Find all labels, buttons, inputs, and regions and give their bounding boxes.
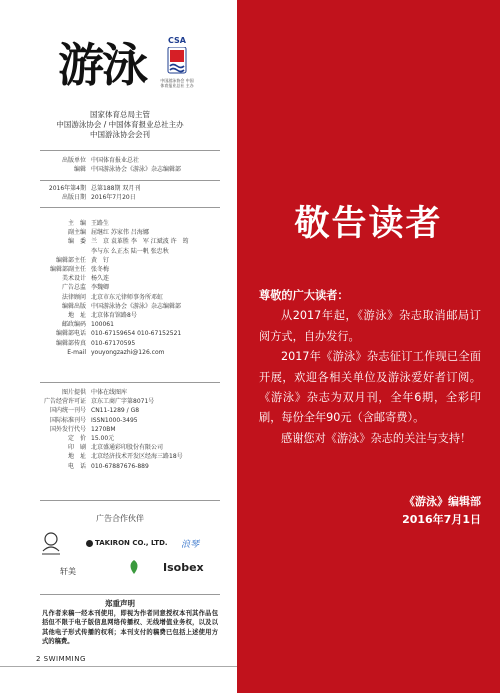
info-row: [40, 156, 181, 165]
sponsor-line: 国家体育总局主管: [90, 110, 150, 119]
info-key: 广告总监: [61, 284, 86, 292]
info-key: 出版单位: [61, 157, 86, 164]
partner-logo-isobex: Isobex: [163, 561, 204, 574]
info-value: 总第188期 双月刊: [91, 185, 141, 192]
info-key: 编辑部主任: [55, 256, 86, 264]
info-key: 美术设计: [61, 275, 86, 283]
partner-logo-xuanmei: 轩美: [60, 567, 76, 576]
notice-signature-block: [259, 493, 481, 529]
info-row: [40, 406, 183, 415]
notice-paragraph: 感谢您对《游泳》杂志的关注与支持！: [281, 431, 472, 445]
info-row: [40, 302, 189, 311]
info-key: 国际标准刊号: [49, 416, 86, 424]
info-key: 编 委: [67, 238, 86, 246]
divider: [40, 180, 220, 181]
info-row: [40, 348, 189, 357]
info-row: [40, 397, 183, 406]
notice-body: [259, 286, 481, 449]
sponsor-block: [40, 110, 200, 140]
info-value: 010-67887676-889: [91, 462, 149, 470]
partners-title: 广告合作伙伴: [96, 514, 144, 523]
info-row: [40, 219, 189, 228]
info-value: 北京体育馆路8号: [91, 312, 137, 320]
info-value: 1270BM: [91, 425, 116, 433]
print-info: [40, 388, 183, 471]
info-row: [40, 443, 183, 452]
info-value: 100061: [91, 321, 114, 329]
info-value: 黄 钉: [91, 256, 110, 264]
info-value: 北京经济技术开发区经海三路18号: [91, 453, 183, 461]
notice-paragraph: 2017年《游泳》杂志征订工作现已全面开展，欢迎各相关单位及游泳爱好者订阅。《游泳》杂志为双月刊，全年6期，全彩印刷，每份全年90元（含邮寄费）。: [259, 350, 481, 425]
divider: [40, 500, 220, 501]
info-row: [40, 388, 183, 397]
sponsor-line: 中国游泳协会会刊: [90, 130, 150, 139]
csa-emblem-icon: [166, 47, 188, 75]
info-value: 中国游泳协会《游泳》杂志编辑部: [91, 166, 182, 174]
info-key: 出版日期: [61, 194, 86, 202]
info-key: 2016年第4期: [48, 185, 86, 192]
info-value: 张冬梅: [91, 266, 110, 274]
info-row: [40, 452, 183, 461]
sponsor-line: 中国游泳协会 / 中国体育报业总社主办: [56, 120, 184, 129]
declaration-body: 凡作者来稿一经本刊使用，即视为作者同意授权本刊其作品包括但不限于电子版信息网络传播权、无线增值业务权，以及以其他电子形式传播的权利；本刊支付的稿费已包括上述使用方式的稿费。: [42, 610, 218, 646]
info-key: 定 价: [67, 435, 86, 443]
masthead-column: [0, 0, 237, 693]
info-key: 副主编: [67, 229, 86, 237]
info-row: [40, 265, 189, 274]
magazine-title: 游泳: [58, 38, 146, 92]
info-row: [40, 165, 181, 174]
info-value: youyongzazhi@126.com: [91, 348, 165, 356]
notice-date: 2016年7月1日: [402, 513, 481, 526]
info-row: [40, 434, 183, 443]
info-value: 中体在线图库: [91, 389, 128, 396]
info-key: 法律顾问: [61, 293, 86, 301]
info-key: 编辑部副主任: [49, 266, 86, 274]
info-row: [40, 193, 140, 202]
info-key: 广告经营许可证: [43, 398, 86, 406]
info-row: [40, 462, 183, 471]
info-key: 编辑部电话: [55, 330, 86, 338]
info-key: 邮政编码: [61, 321, 86, 329]
info-value: 兰 京 袁革胜 李 军 江斌波 许 筠: [91, 238, 189, 246]
info-value: 2016年7月20日: [91, 194, 136, 202]
info-row: [40, 320, 189, 329]
divider: [40, 150, 220, 151]
info-value: 010-67170595: [91, 339, 136, 347]
issue-info: [40, 184, 140, 202]
info-key: 电 话: [67, 462, 86, 470]
notice-greeting: 尊敬的广大读者：: [259, 289, 349, 302]
info-value: 北京市东元律师事务所邓虹: [91, 293, 164, 301]
info-row: [40, 283, 189, 292]
info-key: [40, 247, 91, 256]
partner-leaf-icon: [125, 558, 143, 576]
info-row: [40, 329, 189, 338]
partner-name: TAKIRON CO., LTD.: [95, 539, 168, 547]
info-key: 国内统一刊号: [49, 407, 86, 415]
info-key: 地 址: [67, 453, 86, 461]
info-row: [40, 425, 183, 434]
info-row: [40, 184, 140, 193]
notice-paragraph: 从2017年起，《游泳》杂志取消邮局订阅方式，自办发行。: [259, 309, 481, 343]
notice-title: 敬告读者: [294, 204, 443, 244]
info-key: 印 刷: [67, 444, 86, 452]
divider: [40, 382, 220, 383]
staff-info: [40, 219, 189, 357]
csa-caption: 中国游泳协会 中国体育报业总社 主办: [160, 78, 194, 88]
info-key: E-mail: [67, 348, 86, 356]
info-value: 北京盛通彩印股份有限公司: [91, 444, 164, 452]
info-row: [40, 311, 189, 320]
info-value: 15.00元: [91, 435, 115, 443]
info-value: 李魏卿: [91, 284, 110, 292]
info-value: ISSN1000-3495: [91, 416, 138, 424]
notice-panel: [237, 0, 500, 693]
info-value: 010-67159654 010-67152521: [91, 330, 182, 338]
info-row: [40, 237, 189, 246]
info-row: [40, 274, 189, 283]
partner-logo-takiron: [86, 539, 168, 547]
info-key: 地 址: [67, 312, 86, 320]
info-row: [40, 339, 189, 348]
info-key: 图片提供: [61, 389, 86, 396]
declaration-title: 郑重声明: [105, 599, 135, 608]
info-value: CN11-1289 / G8: [91, 407, 140, 415]
page-footer: 2 SWIMMING: [36, 655, 86, 663]
info-key: 编辑出版: [61, 302, 86, 310]
info-row: [40, 293, 189, 302]
divider: [40, 594, 220, 595]
csa-abbr: CSA: [168, 36, 186, 45]
magazine-logo: [58, 34, 193, 96]
info-key: 主 编: [67, 220, 86, 227]
info-row: [40, 416, 183, 425]
info-key: 编辑: [73, 166, 86, 174]
info-key: 国外发行代号: [49, 425, 86, 433]
takiron-mark-icon: [86, 540, 93, 547]
footer-line: [0, 666, 237, 667]
info-value: 中国游泳协会《游泳》杂志编辑部: [91, 302, 182, 310]
partner-emblem-icon: [40, 531, 62, 555]
info-value: 中国体育报业总社: [91, 157, 140, 164]
info-value: 王路生: [91, 220, 110, 227]
info-value: 李与东 么正杰 陆一帆 张忠秋: [91, 247, 169, 255]
info-value: 屈继红 苏家伟 吕海娜: [91, 229, 149, 237]
info-value: 京东工商广字第8071号: [91, 398, 155, 406]
info-value: 杨久连: [91, 275, 110, 283]
notice-signature: 《游泳》编辑部: [404, 495, 481, 508]
info-row: [40, 256, 189, 265]
publish-info: [40, 156, 181, 174]
partner-logo-langqin: 浪琴: [181, 540, 200, 550]
info-row: [40, 247, 189, 256]
info-key: 编辑部传真: [55, 339, 86, 347]
divider: [40, 207, 220, 208]
info-row: [40, 228, 189, 237]
